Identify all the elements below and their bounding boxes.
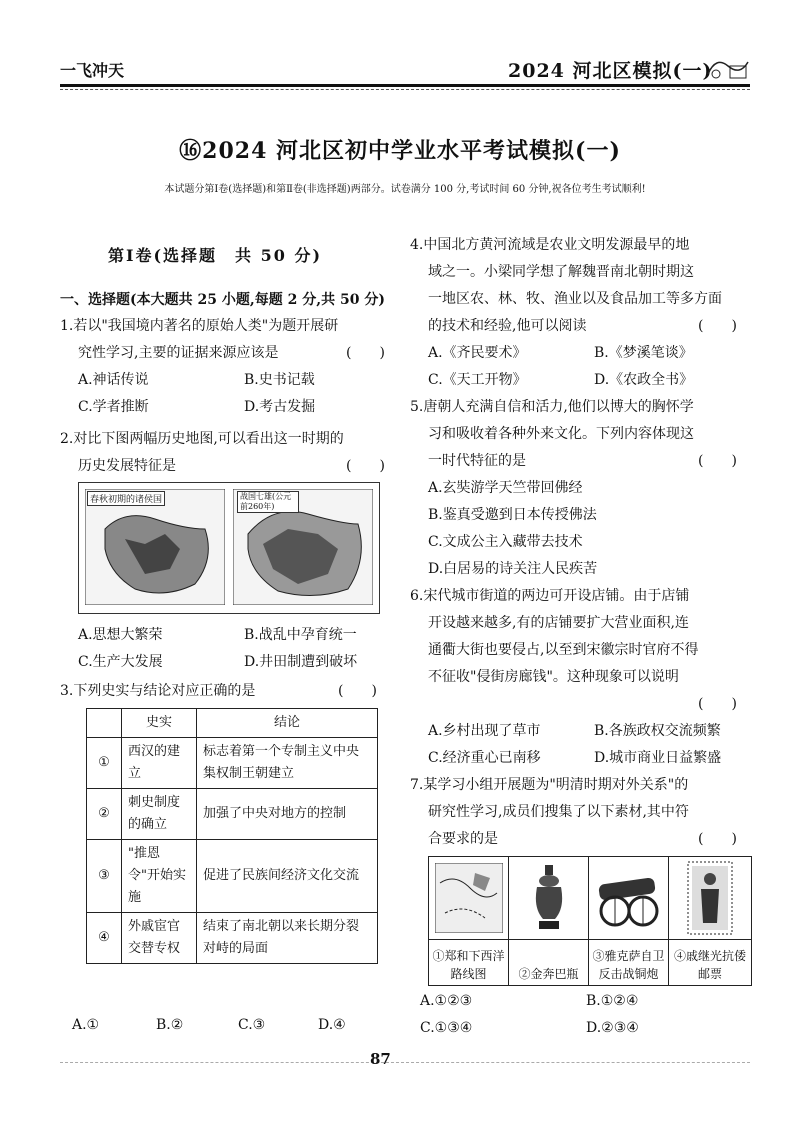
q2-map-warring-states (233, 489, 373, 605)
header-brand: 一飞冲天 (60, 61, 125, 80)
q7-material-4 (669, 857, 751, 985)
header-exam-name: 2024 河北区模拟(一) (508, 60, 713, 82)
q6-line3: 通衢大街也要侵占,以至到宋徽宗时官府不得 (428, 642, 699, 658)
q4-line1: 4.中国北方黄河流域是农业文明发源最早的地 (410, 237, 690, 253)
q5-option-b: B.鉴真受邀到日本传授佛法 (428, 507, 597, 523)
q2-line2: 历史发展特征是 (78, 458, 176, 474)
footer-rule (60, 1062, 750, 1063)
row-conclusion: 标志着第一个专制主义中央集权制王朝建立 (197, 738, 378, 789)
q7-option-d: D.②③④ (586, 1020, 639, 1036)
stamp-icon (687, 861, 733, 935)
q7-material-3 (589, 857, 669, 985)
q5-option-d: D.白居易的诗关注人民疾苦 (428, 561, 598, 577)
q4-option-a: A.《齐民要术》 (428, 345, 527, 361)
q6-option-b: B.各族政权交流频繁 (594, 723, 721, 739)
row-index: ④ (87, 913, 122, 964)
q4-line2: 域之一。小梁同学想了解魏晋南北朝时期这 (428, 264, 694, 280)
q6-option-c: C.经济重心已南移 (428, 750, 541, 766)
table-row (87, 840, 378, 913)
q7-materials (428, 856, 752, 986)
q7-caption-1: ①郑和下西洋路线图 (432, 949, 505, 981)
q1-option-c: C.学者推断 (78, 399, 149, 415)
q5-option-a: A.玄奘游学天竺带回佛经 (428, 480, 583, 496)
golden-urn-icon (529, 863, 569, 933)
table-header-row (87, 709, 378, 738)
q7-caption-4: ④戚继光抗倭邮票 (673, 949, 746, 981)
q3-option-a: A.① (72, 1017, 100, 1033)
q2-answer-blank: ( ) (346, 458, 385, 474)
q5-line3: 一时代特征的是 (428, 453, 526, 469)
q5-option-c: C.文成公主入藏带去技术 (428, 534, 583, 550)
q4-option-b: B.《梦溪笔谈》 (594, 345, 693, 361)
row-conclusion: 加强了中央对地方的控制 (197, 789, 378, 840)
q2-option-c: C.生产大发展 (78, 654, 163, 670)
q3-option-c: C.③ (238, 1017, 266, 1033)
q7-option-c: C.①③④ (420, 1020, 473, 1036)
q7-line3: 合要求的是 (428, 831, 498, 847)
table-header-conclusion: 结论 (197, 709, 378, 738)
q1-line2: 究性学习,主要的证据来源应该是 (78, 345, 279, 361)
q7-option-a: A.①②③ (420, 993, 473, 1009)
row-fact: 外戚宦官交替专权 (122, 913, 197, 964)
q7-material-1 (429, 857, 509, 985)
header-rule-dashed (60, 89, 750, 90)
exam-notice: 本试题分第Ⅰ卷(选择题)和第Ⅱ卷(非选择题)两部分。试卷满分 100 分,考试时间 60 分钟,祝各位考生考试顺利! (164, 184, 646, 195)
q7-line1: 7.某学习小组开展题为"明清时期对外关系"的 (410, 777, 689, 793)
q2-map1-label: 春秋初期的诸侯国 (87, 491, 165, 506)
table-row (87, 789, 378, 840)
page-title: ⑯2024 河北区初中学业水平考试模拟(一) (179, 138, 621, 164)
q1-option-d: D.考古发掘 (244, 399, 316, 415)
q4-answer-blank: ( ) (698, 318, 737, 334)
q7-option-b: B.①②④ (586, 993, 639, 1009)
row-index: ② (87, 789, 122, 840)
table-row (87, 738, 378, 789)
q6-option-a: A.乡村出现了草市 (428, 723, 541, 739)
row-index: ① (87, 738, 122, 789)
q6-option-d: D.城市商业日益繁盛 (594, 750, 722, 766)
table-row (87, 913, 378, 964)
q1-option-b: B.史书记载 (244, 372, 315, 388)
q6-line4: 不征收"侵街房廊钱"。这种现象可以说明 (428, 669, 679, 685)
section-title: 第Ⅰ卷(选择题 共 50 分) (108, 246, 323, 265)
q2-line1: 2.对比下图两幅历史地图,可以看出这一时期的 (60, 431, 344, 447)
table-header-index (87, 709, 122, 738)
q2-maps (78, 482, 380, 614)
row-fact: 刺史制度的确立 (122, 789, 197, 840)
header-decoration-icon (706, 52, 750, 82)
q2-option-a: A.思想大繁荣 (78, 627, 163, 643)
q2-map2-label: 战国七雄(公元前260年) (237, 491, 299, 513)
row-conclusion: 结束了南北朝以来长期分裂对峙的局面 (197, 913, 378, 964)
q7-line2: 研究性学习,成员们搜集了以下素材,其中符 (428, 804, 689, 820)
q4-option-c: C.《天工开物》 (428, 372, 527, 388)
map-icon (85, 489, 225, 605)
row-conclusion: 促进了民族间经济文化交流 (197, 840, 378, 913)
q2-option-b: B.战乱中孕育统一 (244, 627, 357, 643)
table-header-fact: 史实 (122, 709, 197, 738)
q1-line1: 1.若以"我国境内著名的原始人类"为题开展研 (60, 318, 339, 334)
q7-material-2 (509, 857, 589, 985)
row-fact: 西汉的建立 (122, 738, 197, 789)
q5-answer-blank: ( ) (698, 453, 737, 469)
q7-answer-blank: ( ) (698, 831, 737, 847)
row-index: ③ (87, 840, 122, 913)
page-number: 87 (370, 1050, 391, 1068)
q1-option-a: A.神话传说 (78, 372, 149, 388)
q5-line1: 5.唐朝人充满自信和活力,他们以博大的胸怀学 (410, 399, 694, 415)
q6-line2: 开设越来越多,有的店铺要扩大营业面积,连 (428, 615, 689, 631)
q7-caption-2: ②金奔巴瓶 (518, 967, 579, 981)
row-fact: "推恩令"开始实施 (122, 840, 197, 913)
q4-line3: 一地区农、林、牧、渔业以及食品加工等多方面 (428, 291, 722, 307)
q7-caption-3: ③雅克萨自卫反击战铜炮 (592, 949, 665, 981)
part-title: 一、选择题(本大题共 25 小题,每题 2 分,共 50 分) (60, 292, 385, 308)
q6-answer-blank: ( ) (698, 696, 737, 712)
q3-answer-blank: ( ) (338, 683, 377, 699)
q1-answer-blank: ( ) (346, 345, 385, 361)
q3-option-b: B.② (156, 1017, 184, 1033)
q3-table (86, 708, 378, 964)
q3-line1: 3.下列史实与结论对应正确的是 (60, 683, 256, 699)
q6-line1: 6.宋代城市街道的两边可开设店铺。由于店铺 (410, 588, 690, 604)
voyage-map-icon (435, 863, 503, 933)
q4-option-d: D.《农政全书》 (594, 372, 694, 388)
q3-option-d: D.④ (318, 1017, 346, 1033)
cannon-icon (593, 867, 665, 929)
q5-line2: 习和吸收着各种外来文化。下列内容体现这 (428, 426, 694, 442)
q2-map-spring-autumn (85, 489, 225, 605)
q2-option-d: D.井田制遭到破坏 (244, 654, 358, 670)
q4-line4: 的技术和经验,他可以阅读 (428, 318, 587, 334)
header-rule (60, 84, 750, 87)
